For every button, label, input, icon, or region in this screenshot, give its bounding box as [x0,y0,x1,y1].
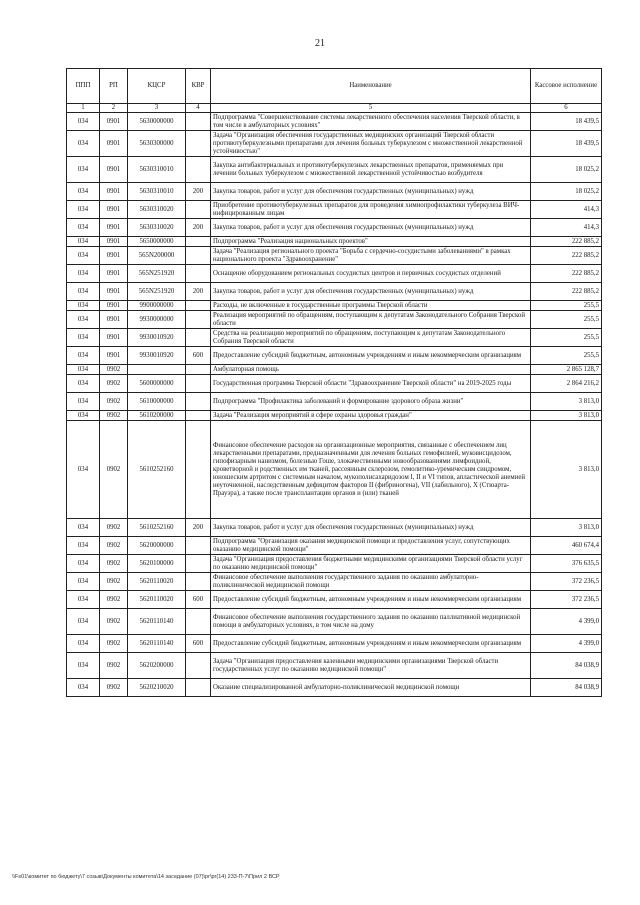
table-row [67,311,602,329]
header-kvr: КВР [186,69,211,104]
cell-kcsr: 5620200000 [128,653,186,679]
cell-name: Предоставление субсидий бюджетным, автономным учреждениям и иным некоммерческим организациям [211,591,531,609]
table-row [67,537,602,555]
cell-kvr: 200 [186,519,211,537]
cell-amount: 84 038,9 [531,679,602,697]
cell-kvr [186,365,211,375]
cell-name: Подпрограмма "Профилактика заболеваний и формирование здорового образа жизни" [211,393,531,411]
cell-rp: 0901 [100,301,128,311]
table-row [67,183,602,201]
cell-amount: 222 885,2 [531,265,602,283]
cell-amount: 2 865 128,7 [531,365,602,375]
table-header-row [67,69,602,104]
table-row [67,247,602,265]
cell-kcsr: 5630310010 [128,157,186,183]
cell-rp: 0902 [100,555,128,573]
cell-kvr [186,537,211,555]
cell-kcsr: 5620110140 [128,609,186,635]
cell-rp: 0901 [100,283,128,301]
footer-file-path: \\Fs01\комитет по бюджету\7 созыв\Документы комитета\14 заседание (07)\pr\pr(14) 233-П-7\Прил 2 ВСР [12,874,280,880]
cell-amount: 460 674,4 [531,537,602,555]
cell-kvr [186,411,211,421]
cell-amount: 222 885,2 [531,283,602,301]
cell-kvr [186,609,211,635]
column-number: 4 [186,104,211,113]
cell-kvr [186,131,211,157]
cell-ppp: 034 [67,609,100,635]
cell-amount: 372 236,5 [531,591,602,609]
cell-rp: 0901 [100,247,128,265]
cell-ppp: 034 [67,201,100,219]
cell-amount: 255,5 [531,347,602,365]
header-rp: РП [100,69,128,104]
cell-kvr [186,247,211,265]
cell-amount: 222 885,2 [531,247,602,265]
cell-kcsr: 9900000000 [128,301,186,311]
cell-name: Задача "Реализация регионального проекта "Борьба с сердечно-сосудистыми заболеваниями" в рамках национального проекта "Здравоохранение" [211,247,531,265]
column-number: 3 [128,104,186,113]
cell-kvr: 200 [186,283,211,301]
cell-kvr [186,157,211,183]
header-ppp: ППП [67,69,100,104]
cell-rp: 0902 [100,679,128,697]
cell-ppp: 034 [67,421,100,519]
table-row [67,555,602,573]
table-row [67,347,602,365]
table-row [67,393,602,411]
cell-amount: 18 439,5 [531,131,602,157]
cell-ppp: 034 [67,265,100,283]
cell-kvr: 200 [186,219,211,237]
table-row [67,301,602,311]
cell-kvr [186,573,211,591]
cell-kcsr: 5630310010 [128,183,186,201]
cell-kvr [186,113,211,131]
cell-kvr [186,329,211,347]
cell-kvr [186,237,211,247]
cell-kvr [186,311,211,329]
column-number: 1 [67,104,100,113]
page-number: 21 [315,38,325,49]
cell-ppp: 034 [67,237,100,247]
cell-kcsr: 5630000000 [128,113,186,131]
cell-amount: 414,3 [531,201,602,219]
cell-rp: 0901 [100,219,128,237]
table-row [67,411,602,421]
cell-ppp: 034 [67,653,100,679]
cell-ppp: 034 [67,131,100,157]
table-row [67,635,602,653]
cell-kvr [186,653,211,679]
cell-ppp: 034 [67,113,100,131]
cell-name: Реализация мероприятий по обращениям, поступающим к депутатам Законодательного Собрания Тверской области [211,311,531,329]
cell-name: Приобретение противотуберкулезных препаратов для проведения химиопрофилактики туберкулеза ВИЧ-инфицированным лицам [211,201,531,219]
cell-rp: 0901 [100,347,128,365]
cell-ppp: 034 [67,311,100,329]
cell-kcsr: 5620210020 [128,679,186,697]
cell-kvr [186,201,211,219]
cell-kcsr: 5620000000 [128,537,186,555]
table-row [67,265,602,283]
cell-ppp: 034 [67,301,100,311]
cell-name: Закупка товаров, работ и услуг для обеспечения государственных (муниципальных) нужд [211,183,531,201]
cell-ppp: 034 [67,411,100,421]
cell-rp: 0902 [100,591,128,609]
cell-rp: 0902 [100,609,128,635]
cell-name: Государственная программа Тверской области "Здравоохранение Тверской области" на 2019-2025 годы [211,375,531,393]
cell-kcsr: 5620110020 [128,591,186,609]
cell-rp: 0902 [100,393,128,411]
cell-amount: 3 813,0 [531,519,602,537]
cell-rp: 0902 [100,375,128,393]
cell-kcsr: 9930010920 [128,329,186,347]
cell-name: Закупка товаров, работ и услуг для обеспечения государственных (муниципальных) нужд [211,283,531,301]
cell-rp: 0902 [100,635,128,653]
cell-amount: 372 236,5 [531,573,602,591]
cell-amount: 414,3 [531,219,602,237]
cell-kvr [186,301,211,311]
cell-kcsr: 5620110140 [128,635,186,653]
cell-name: Задача "Реализация мероприятий в сфере охраны здоровья граждан" [211,411,531,421]
table-row [67,421,602,519]
cell-name: Задача "Организация предоставления бюджетными медицинскими организациями Тверской области услуг по оказанию медицинской помощи" [211,555,531,573]
cell-kvr [186,375,211,393]
cell-rp: 0902 [100,411,128,421]
cell-name: Оснащение оборудованием региональных сосудистых центров и первичных сосудистых отделений [211,265,531,283]
cell-name: Подпрограмма "Реализация национальных проектов" [211,237,531,247]
cell-name: Амбулаторная помощь [211,365,531,375]
cell-amount: 3 813,0 [531,393,602,411]
cell-name: Финансовое обеспечение выполнения государственного задания по оказанию амбулаторно-поликлинической медицинской помощи [211,573,531,591]
header-amount: Кассовое исполнение [531,69,602,104]
cell-ppp: 034 [67,635,100,653]
table-row [67,679,602,697]
cell-name: Задача "Организация обеспечения государственных медицинских организаций Тверской области противотуберкулезными препаратами для лечения больных туберкулезом с множественной лекарственной устойчивостью" [211,131,531,157]
cell-ppp: 034 [67,157,100,183]
table-row [67,609,602,635]
cell-kcsr: 5630300000 [128,131,186,157]
cell-amount: 222 885,2 [531,237,602,247]
cell-rp: 0901 [100,183,128,201]
cell-amount: 3 813,0 [531,421,602,519]
cell-name: Расходы, не включенные в государственные программы Тверской области [211,301,531,311]
cell-amount: 376 635,5 [531,555,602,573]
cell-ppp: 034 [67,519,100,537]
cell-rp: 0901 [100,113,128,131]
cell-kcsr: 5610000000 [128,393,186,411]
cell-rp: 0902 [100,421,128,519]
cell-kcsr: 5630310020 [128,201,186,219]
table-row [67,519,602,537]
cell-ppp: 034 [67,283,100,301]
cell-kcsr: 5620110020 [128,573,186,591]
column-number: 5 [211,104,531,113]
cell-ppp: 034 [67,591,100,609]
cell-kvr [186,679,211,697]
cell-kcsr: 5610200000 [128,411,186,421]
cell-ppp: 034 [67,375,100,393]
header-name: Наименование [211,69,531,104]
cell-kcsr: 5620100000 [128,555,186,573]
cell-ppp: 034 [67,393,100,411]
cell-kcsr [128,365,186,375]
cell-amount: 84 038,9 [531,653,602,679]
table-row [67,653,602,679]
cell-rp: 0902 [100,519,128,537]
cell-name: Закупка антибактериальных и противотуберкулезных лекарственных препаратов, применяемых при лечении больных туберкулезом с множественной лекарственной устойчивостью возбудителя [211,157,531,183]
cell-ppp: 034 [67,329,100,347]
cell-ppp: 034 [67,555,100,573]
cell-ppp: 034 [67,679,100,697]
cell-kvr [186,393,211,411]
cell-kvr [186,265,211,283]
cell-name: Закупка товаров, работ и услуг для обеспечения государственных (муниципальных) нужд [211,219,531,237]
cell-rp: 0902 [100,537,128,555]
cell-kcsr: 5630310020 [128,219,186,237]
cell-amount: 2 864 216,2 [531,375,602,393]
cell-rp: 0901 [100,265,128,283]
cell-kvr: 600 [186,591,211,609]
cell-amount: 18 439,5 [531,113,602,131]
cell-name: Закупка товаров, работ и услуг для обеспечения государственных (муниципальных) нужд [211,519,531,537]
table-row [67,113,602,131]
cell-rp: 0901 [100,157,128,183]
table-row [67,131,602,157]
cell-amount: 4 399,0 [531,609,602,635]
table-row [67,329,602,347]
cell-rp: 0901 [100,237,128,247]
cell-rp: 0902 [100,573,128,591]
cell-name: Предоставление субсидий бюджетным, автономным учреждениям и иным некоммерческим организациям [211,347,531,365]
cell-kvr [186,421,211,519]
table-row [67,573,602,591]
cell-amount: 3 813,0 [531,411,602,421]
cell-ppp: 034 [67,347,100,365]
cell-ppp: 034 [67,365,100,375]
column-number: 2 [100,104,128,113]
cell-kcsr: 565N251920 [128,283,186,301]
table-row [67,591,602,609]
cell-kvr: 600 [186,347,211,365]
table-row [67,219,602,237]
cell-ppp: 034 [67,247,100,265]
cell-kvr: 600 [186,635,211,653]
cell-name: Подпрограмма "Совершенствование системы лекарственного обеспечения населения Тверской области, в том числе в амбулаторных условиях" [211,113,531,131]
cell-name: Задача "Организация предоставления казенными медицинскими организациями Тверской области государственных услуг по оказанию медицинской помощи" [211,653,531,679]
cell-kcsr: 5610252160 [128,519,186,537]
cell-name: Подпрограмма "Организация оказания медицинской помощи и предоставления услуг, сопутствующих оказанию медицинской помощи" [211,537,531,555]
cell-kcsr: 9930000000 [128,311,186,329]
cell-rp: 0901 [100,329,128,347]
cell-rp: 0902 [100,653,128,679]
table-row [67,201,602,219]
cell-amount: 255,5 [531,329,602,347]
cell-ppp: 034 [67,537,100,555]
cell-amount: 18 025,2 [531,183,602,201]
cell-kvr: 200 [186,183,211,201]
cell-rp: 0901 [100,131,128,157]
cell-rp: 0901 [100,311,128,329]
table-row [67,237,602,247]
header-kcsr: КЦСР [128,69,186,104]
cell-kvr [186,555,211,573]
cell-rp: 0901 [100,201,128,219]
cell-name: Предоставление субсидий бюджетным, автономным учреждениям и иным некоммерческим организациям [211,635,531,653]
column-number: 6 [531,104,602,113]
cell-kcsr: 565N251920 [128,265,186,283]
cell-amount: 255,5 [531,301,602,311]
cell-amount: 4 399,0 [531,635,602,653]
cell-rp: 0902 [100,365,128,375]
cell-amount: 255,5 [531,311,602,329]
cell-kcsr: 5610252160 [128,421,186,519]
cell-name: Финансовое обеспечение расходов на организационные мероприятия, связанные с обеспечением лиц лекарственными препаратами, предназначенными для лечения больных гемофилией, муковисцидозом, гипофизарным нанизмом, болезнью Гоше, злокачественными новообразованиями лимфоидной, кроветворной и родственных им тканей, рассеянным склерозом, гемолитико-уремическим синдромом, юношеским артритом с системным началом, мукополисахаридозом I, II и VI типов, апластической анемией неуточненной, наследственным дефицитом факторов II (фибриногена), VII (лабильного), X (Стюарта-Прауэра), а также после трансплантации органов и (или) тканей [211,421,531,519]
cell-amount: 18 025,2 [531,157,602,183]
cell-name: Средства на реализацию мероприятий по обращениям, поступающим к депутатам Законодательного Собрания Тверской области [211,329,531,347]
cell-name: Оказание специализированной амбулаторно-поликлинической медицинской помощи [211,679,531,697]
cell-kcsr: 565N200000 [128,247,186,265]
budget-execution-table [66,68,602,697]
cell-ppp: 034 [67,573,100,591]
table-row [67,365,602,375]
table-row [67,157,602,183]
cell-kcsr: 5650000000 [128,237,186,247]
table-row [67,283,602,301]
cell-name: Финансовое обеспечение выполнения государственного задания по оказанию паллиативной медицинской помощи в амбулаторных условиях, в том числе на дому [211,609,531,635]
cell-kcsr: 5600000000 [128,375,186,393]
cell-ppp: 034 [67,219,100,237]
cell-kcsr: 9930010920 [128,347,186,365]
column-number-row [67,104,602,113]
table-row [67,375,602,393]
cell-ppp: 034 [67,183,100,201]
